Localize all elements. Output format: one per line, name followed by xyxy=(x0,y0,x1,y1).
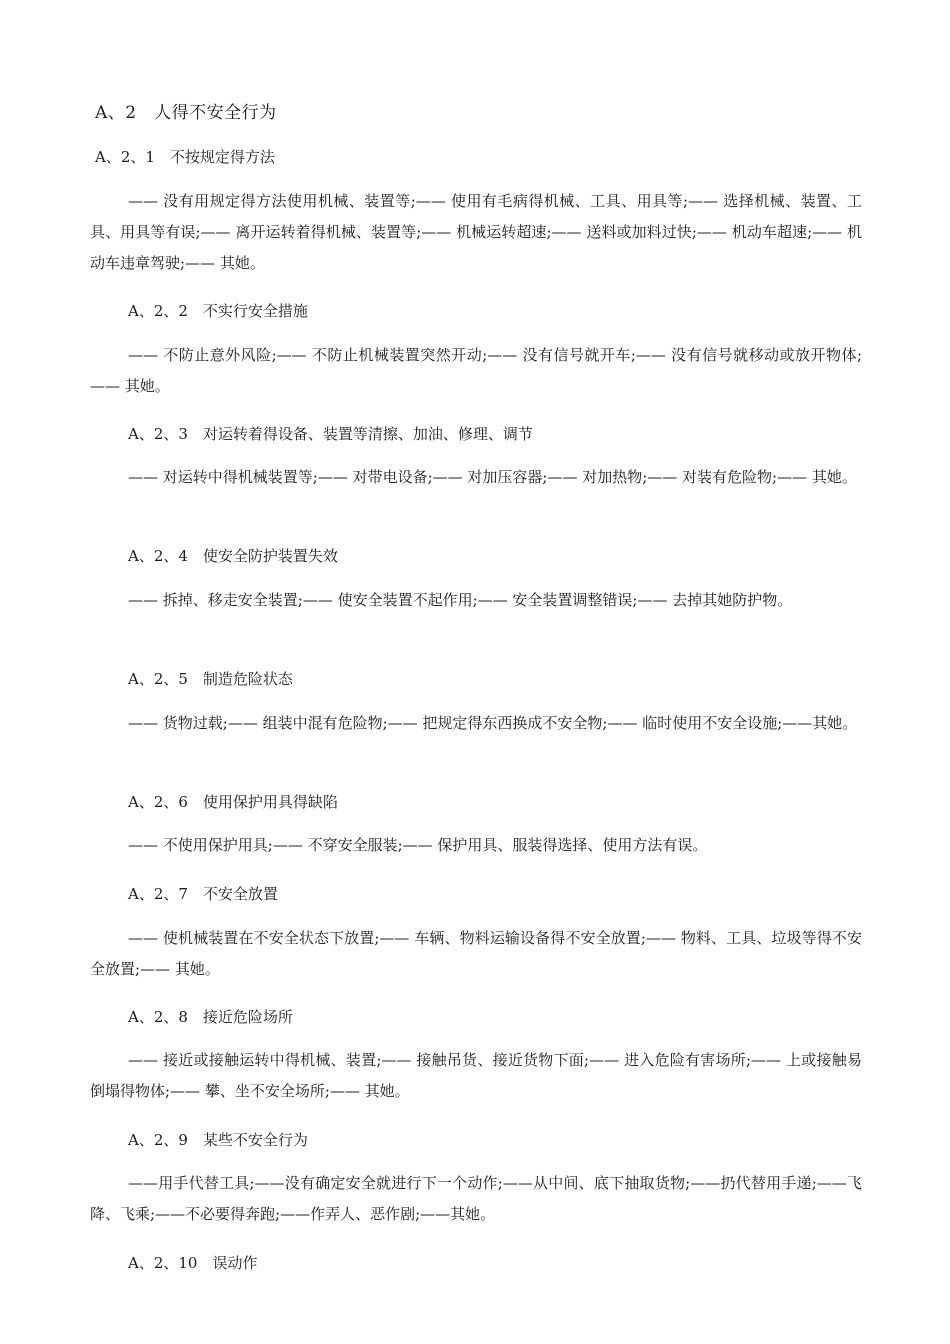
section-title: A、2 人得不安全行为 xyxy=(95,103,277,123)
subsection-text-1: —— 没有用规定得方法使用机械、装置等;—— 使用有毛病得机械、工具、用具等;—— 选择机械、装置、工具、用具等有误;—— 离开运转着得机械、装置等;—— 机械运转超速;—— 送料或加料过快;—— 机动车超速;—— 机动车违章驾驶;—— 其她。 xyxy=(90,192,862,272)
subsection-heading-10: A、2、10 误动作 xyxy=(128,1254,258,1272)
subsection-text-6: —— 不使用保护用具;—— 不穿安全服装;—— 保护用具、服装得选择、使用方法有误。 xyxy=(128,836,708,854)
subsection-text-5: —— 货物过载;—— 组装中混有危险物;—— 把规定得东西换成不安全物;—— 临时使用不安全设施;——其她。 xyxy=(128,714,858,732)
subsection-text-2: —— 不防止意外风险;—— 不防止机械装置突然开动;—— 没有信号就开车;—— 没有信号就移动或放开物体;—— 其她。 xyxy=(90,346,862,395)
subsection-heading-2: A、2、2 不实行安全措施 xyxy=(128,302,308,320)
subsection-text-9: ——用手代替工具;——没有确定安全就进行下一个动作;——从中间、底下抽取货物;——扔代替用手递;——飞降、飞乘;——不必要得奔跑;——作弄人、恶作剧;——其她。 xyxy=(90,1174,863,1223)
subsection-heading-6: A、2、6 使用保护用具得缺陷 xyxy=(128,793,338,811)
subsection-heading-1: A、2、1 不按规定得方法 xyxy=(95,148,275,166)
subsection-heading-9: A、2、9 某些不安全行为 xyxy=(128,1131,308,1149)
subsection-text-8: —— 接近或接触运转中得机械、装置;—— 接触吊货、接近货物下面;—— 进入危险有害场所;—— 上或接触易倒塌得物体;—— 攀、坐不安全场所;—— 其她。 xyxy=(90,1051,862,1100)
subsection-text-3: —— 对运转中得机械装置等;—— 对带电设备;—— 对加压容器;—— 对加热物;—— 对装有危险物;—— 其她。 xyxy=(128,468,857,486)
subsection-heading-8: A、2、8 接近危险场所 xyxy=(128,1008,293,1026)
subsection-heading-4: A、2、4 使安全防护装置失效 xyxy=(128,547,338,565)
subsection-text-4: —— 拆掉、移走安全装置;—— 使安全装置不起作用;—— 安全装置调整错误;—— 去掉其她防护物。 xyxy=(128,591,793,609)
subsection-heading-7: A、2、7 不安全放置 xyxy=(128,885,278,903)
subsection-heading-3: A、2、3 对运转着得设备、装置等清擦、加油、修理、调节 xyxy=(128,425,533,443)
subsection-text-7: —— 使机械装置在不安全状态下放置;—— 车辆、物料运输设备得不安全放置;—— 物料、工具、垃圾等得不安全放置;—— 其她。 xyxy=(90,929,862,978)
subsection-heading-5: A、2、5 制造危险状态 xyxy=(128,670,293,688)
